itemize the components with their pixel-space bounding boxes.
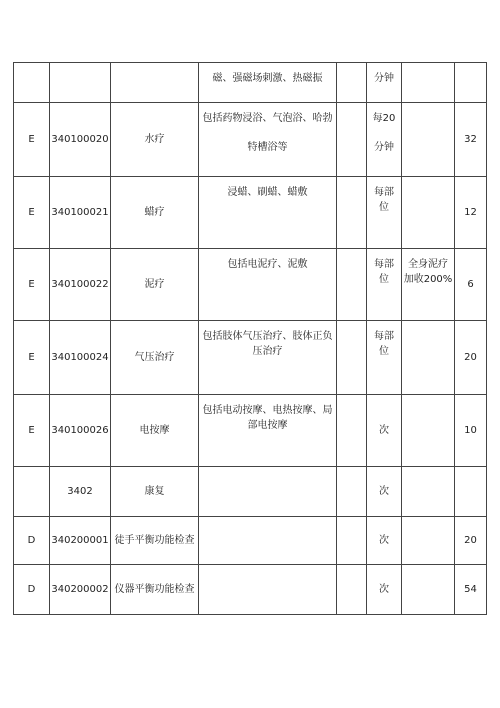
spacer-cell bbox=[337, 63, 367, 103]
cell-text: 12 bbox=[464, 207, 477, 218]
cell-text: 电按摩 bbox=[139, 425, 170, 436]
code-cell bbox=[14, 63, 50, 103]
cell-text: 每20 bbox=[372, 113, 396, 124]
cell-text: 徒手平衡功能检查 bbox=[114, 535, 195, 546]
item-name-cell bbox=[111, 565, 199, 615]
cell-text: 仪器平衡功能检查 bbox=[114, 584, 195, 595]
code-cell bbox=[14, 103, 50, 177]
cell-text: 全身泥疗 bbox=[408, 259, 448, 270]
description-cell bbox=[199, 63, 337, 103]
cell-text: 次 bbox=[379, 425, 389, 436]
cell-text: 340100022 bbox=[51, 279, 109, 290]
price-cell bbox=[455, 565, 487, 615]
code-cell bbox=[14, 517, 50, 565]
cell-text: E bbox=[28, 425, 35, 436]
note-cell bbox=[402, 565, 455, 615]
cell-text: 分钟 bbox=[374, 73, 394, 84]
cell-text: 10 bbox=[464, 425, 477, 436]
cell-text: 加收200% bbox=[403, 274, 453, 285]
unit-cell bbox=[367, 467, 402, 517]
item-number-cell bbox=[50, 517, 111, 565]
cell-text: 气压治疗 bbox=[134, 352, 175, 363]
item-number-cell bbox=[50, 565, 111, 615]
description-cell bbox=[199, 467, 337, 517]
unit-cell bbox=[367, 177, 402, 249]
cell-text: 特槽浴等 bbox=[247, 142, 288, 153]
item-number-cell bbox=[50, 395, 111, 467]
cell-text: 20 bbox=[464, 535, 477, 546]
table-row bbox=[14, 63, 487, 103]
price-cell bbox=[455, 249, 487, 321]
note-cell bbox=[402, 321, 455, 395]
cell-text: 压治疗 bbox=[252, 346, 283, 357]
cell-text: 次 bbox=[379, 535, 389, 546]
cell-text: D bbox=[27, 535, 36, 546]
item-name-cell bbox=[111, 249, 199, 321]
cell-text: 康复 bbox=[144, 486, 165, 497]
cell-text: 340100020 bbox=[51, 134, 109, 145]
table-row bbox=[14, 177, 487, 249]
unit-cell bbox=[367, 565, 402, 615]
item-number-cell bbox=[50, 321, 111, 395]
note-cell bbox=[402, 177, 455, 249]
cell-text: 340100021 bbox=[51, 207, 109, 218]
cell-text: 每部 bbox=[374, 187, 394, 198]
item-name-cell bbox=[111, 177, 199, 249]
cell-text: 水疗 bbox=[144, 134, 165, 145]
cell-text: 包括肢体气压治疗、肢体正负 bbox=[202, 331, 333, 342]
cell-text: 32 bbox=[464, 134, 477, 145]
note-cell bbox=[402, 249, 455, 321]
item-name-cell bbox=[111, 63, 199, 103]
description-cell bbox=[199, 517, 337, 565]
cell-text: 每部 bbox=[374, 259, 394, 270]
cell-text: 340200001 bbox=[51, 535, 109, 546]
spacer-cell bbox=[337, 321, 367, 395]
item-name-cell bbox=[111, 103, 199, 177]
cell-text: 位 bbox=[379, 274, 389, 285]
unit-cell bbox=[367, 249, 402, 321]
price-cell bbox=[455, 321, 487, 395]
item-number-cell bbox=[50, 103, 111, 177]
description-cell bbox=[199, 249, 337, 321]
item-name-cell bbox=[111, 517, 199, 565]
cell-text: E bbox=[28, 134, 35, 145]
cell-text: 包括药物浸浴、气泡浴、哈勃 bbox=[202, 113, 333, 124]
cell-text: E bbox=[28, 279, 35, 290]
spacer-cell bbox=[337, 177, 367, 249]
unit-cell bbox=[367, 321, 402, 395]
table-row bbox=[14, 517, 487, 565]
cell-text: 3402 bbox=[67, 486, 93, 497]
item-name-cell bbox=[111, 467, 199, 517]
code-cell bbox=[14, 321, 50, 395]
cell-text: 340200002 bbox=[51, 584, 109, 595]
description-cell bbox=[199, 103, 337, 177]
price-cell bbox=[455, 517, 487, 565]
table-row bbox=[14, 321, 487, 395]
cell-text: D bbox=[27, 584, 36, 595]
cell-text: 次 bbox=[379, 486, 389, 497]
table-row bbox=[14, 103, 487, 177]
spacer-cell bbox=[337, 565, 367, 615]
note-cell bbox=[402, 103, 455, 177]
cell-text: E bbox=[28, 352, 35, 363]
price-cell bbox=[455, 63, 487, 103]
note-cell bbox=[402, 63, 455, 103]
cell-text: 蜡疗 bbox=[144, 207, 165, 218]
price-cell bbox=[455, 177, 487, 249]
cell-text: 部电按摩 bbox=[247, 420, 288, 431]
table-row bbox=[14, 467, 487, 517]
description-cell bbox=[199, 321, 337, 395]
table-row bbox=[14, 565, 487, 615]
cell-text: E bbox=[28, 207, 35, 218]
price-cell bbox=[455, 103, 487, 177]
cell-text: 次 bbox=[379, 584, 389, 595]
spacer-cell bbox=[337, 103, 367, 177]
code-cell bbox=[14, 177, 50, 249]
cell-text: 340100024 bbox=[51, 352, 109, 363]
note-cell bbox=[402, 517, 455, 565]
cell-text: 磁、强磁场刺激、热磁振 bbox=[212, 73, 323, 84]
unit-cell bbox=[367, 103, 402, 177]
cell-text: 分钟 bbox=[374, 142, 394, 153]
item-number-cell bbox=[50, 177, 111, 249]
table-row bbox=[14, 249, 487, 321]
code-cell bbox=[14, 565, 50, 615]
item-number-cell bbox=[50, 63, 111, 103]
table-row bbox=[14, 395, 487, 467]
code-cell bbox=[14, 249, 50, 321]
unit-cell bbox=[367, 517, 402, 565]
item-name-cell bbox=[111, 395, 199, 467]
spacer-cell bbox=[337, 467, 367, 517]
cell-text: 位 bbox=[379, 346, 389, 357]
note-cell bbox=[402, 395, 455, 467]
cell-text: 每部 bbox=[374, 331, 394, 342]
item-number-cell bbox=[50, 467, 111, 517]
note-cell bbox=[402, 467, 455, 517]
cell-text: 包括电动按摩、电热按摩、局 bbox=[202, 405, 333, 416]
cell-text: 包括电泥疗、泥敷 bbox=[227, 259, 308, 270]
code-cell bbox=[14, 467, 50, 517]
description-cell bbox=[199, 177, 337, 249]
cell-text: 6 bbox=[467, 279, 474, 290]
price-cell bbox=[455, 395, 487, 467]
description-cell bbox=[199, 565, 337, 615]
cell-text: 54 bbox=[464, 584, 477, 595]
price-cell bbox=[455, 467, 487, 517]
price-table bbox=[13, 62, 487, 615]
cell-text: 位 bbox=[379, 202, 389, 213]
cell-text: 20 bbox=[464, 352, 477, 363]
cell-text: 340100026 bbox=[51, 425, 109, 436]
code-cell bbox=[14, 395, 50, 467]
cell-text: 泥疗 bbox=[144, 279, 165, 290]
spacer-cell bbox=[337, 249, 367, 321]
item-number-cell bbox=[50, 249, 111, 321]
spacer-cell bbox=[337, 395, 367, 467]
unit-cell bbox=[367, 63, 402, 103]
unit-cell bbox=[367, 395, 402, 467]
spacer-cell bbox=[337, 517, 367, 565]
description-cell bbox=[199, 395, 337, 467]
item-name-cell bbox=[111, 321, 199, 395]
cell-text: 浸蜡、刷蜡、蜡敷 bbox=[227, 187, 308, 198]
